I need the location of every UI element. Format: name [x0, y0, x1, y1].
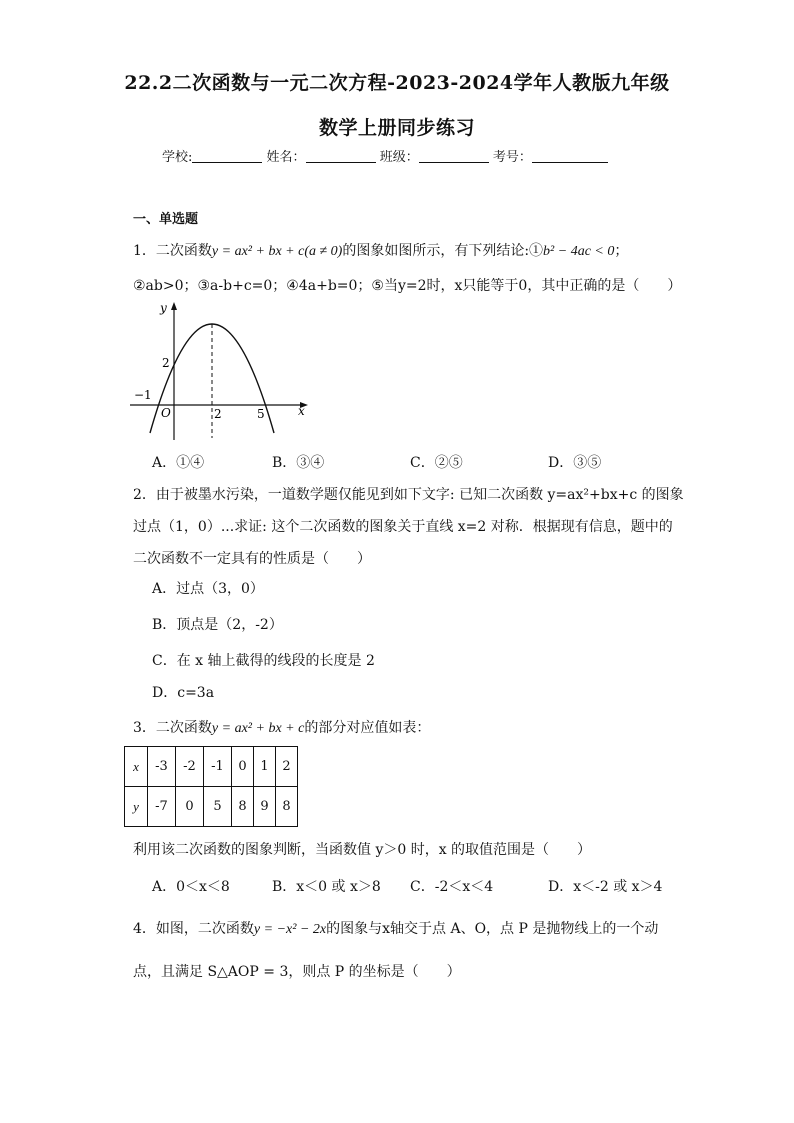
q4-line1 — [133, 918, 658, 938]
name-blank[interactable] — [306, 150, 376, 163]
q3-option-d[interactable]: D．x＜-2 或 x＞4 — [548, 879, 663, 895]
table-cell: -1 — [204, 747, 232, 787]
q2-option-d[interactable]: D．c=3a — [152, 685, 215, 701]
q1-parabola-graph — [130, 298, 315, 446]
q4-intro-b: 的图象与x轴交于点 A、O，点 P 是抛物线上的一个动 — [326, 921, 659, 937]
page-title-line2: 数学上册同步练习 — [318, 117, 475, 139]
q1-line2: ②ab>0；③a-b+c=0；④4a+b=0；⑤当y=2时，x只能等于0，其中正确的是（ ） — [133, 278, 682, 294]
q3-option-b[interactable]: B．x＜0 或 x＞8 — [272, 879, 381, 895]
table-cell: 5 — [204, 787, 232, 827]
q4-formula: y = −x² − 2x — [253, 922, 327, 937]
q4-intro: 4．如图，二次函数 — [133, 921, 254, 937]
y-axis-label: y — [160, 301, 167, 315]
table-cell: -7 — [148, 787, 176, 827]
q1-intro-b: 的图象如图所示，有下列结论: — [342, 243, 530, 259]
exam-no-label: 考号： — [492, 150, 532, 165]
table-cell: 2 — [276, 747, 298, 787]
origin-label: O — [161, 406, 171, 420]
tick-2-y: 2 — [162, 356, 170, 370]
table-cell: 9 — [254, 787, 276, 827]
table-cell: -2 — [176, 747, 204, 787]
class-label: 班级： — [379, 150, 419, 165]
q3-question: 利用该二次函数的图象判断，当函数值 y＞0 时，x 的取值范围是（ ） — [133, 842, 592, 858]
table-cell: y — [125, 787, 148, 827]
tick-2-x: 2 — [214, 407, 222, 421]
q3-value-table — [124, 746, 298, 827]
q3-formula: y = ax² + bx + c — [211, 721, 305, 736]
name-label: 姓名： — [266, 150, 306, 165]
school-label: 学校: — [162, 150, 193, 165]
student-info — [162, 146, 608, 165]
table-cell: 1 — [254, 747, 276, 787]
q1-option-b[interactable]: B．③④ — [272, 455, 325, 471]
q3-intro-b: 的部分对应值如表： — [304, 720, 431, 736]
q3-option-c[interactable]: C．-2＜x＜4 — [410, 879, 494, 895]
x-axis-label: x — [298, 404, 305, 418]
y-axis-arrow — [171, 302, 177, 310]
table-cell: 8 — [232, 787, 254, 827]
tick-neg1: −1 — [134, 388, 152, 402]
school-blank[interactable] — [192, 150, 262, 163]
q4-line2: 点，且满足 S△AOP = 3，则点 P 的坐标是（ ） — [133, 964, 461, 980]
q3-line1 — [133, 717, 430, 737]
q2-option-b[interactable]: B．顶点是（2，-2） — [152, 617, 283, 633]
section-heading: 一、单选题 — [133, 212, 199, 227]
q1-intro: 1．二次函数 — [133, 243, 212, 259]
q2-line1: 2．由于被墨水污染，一道数学题仅能见到如下文字: 已知二次函数 y=ax²+bx+c 的图象 — [133, 487, 684, 503]
table-cell: 0 — [176, 787, 204, 827]
q1-option-d[interactable]: D．③⑤ — [548, 455, 602, 471]
table-cell: x — [125, 747, 148, 787]
q3-option-a[interactable]: A．0＜x＜8 — [152, 879, 230, 895]
q1-line1 — [133, 240, 628, 260]
table-row-y — [125, 787, 298, 827]
page-title: 22.2二次函数与一元二次方程-2023-2024学年人教版九年级 — [124, 72, 670, 94]
table-cell: 8 — [276, 787, 298, 827]
q2-option-a[interactable]: A．过点（3，0） — [152, 581, 264, 597]
q2-line2: 过点（1，0）...求证: 这个二次函数的图象关于直线 x=2 对称．根据现有信息，题中的 — [133, 519, 673, 535]
table-cell: 0 — [232, 747, 254, 787]
q1-conclusion1: b² − 4ac < 0 — [543, 244, 615, 259]
q3-intro: 3．二次函数 — [133, 720, 212, 736]
q2-option-c[interactable]: C．在 x 轴上截得的线段的长度是 2 — [152, 653, 375, 669]
q2-line3: 二次函数不一定具有的性质是（ ） — [133, 551, 371, 567]
q1-conclusion1-mark: ① — [529, 243, 544, 259]
q1-option-a[interactable]: A．①④ — [152, 455, 205, 471]
table-row-x — [125, 747, 298, 787]
q1-formula: y = ax² + bx + c(a ≠ 0) — [211, 244, 343, 259]
q1-end: ； — [614, 243, 629, 259]
tick-5-x: 5 — [257, 407, 265, 421]
class-blank[interactable] — [419, 150, 489, 163]
exam-no-blank[interactable] — [532, 150, 608, 163]
q1-option-c[interactable]: C．②⑤ — [410, 455, 463, 471]
table-cell: -3 — [148, 747, 176, 787]
